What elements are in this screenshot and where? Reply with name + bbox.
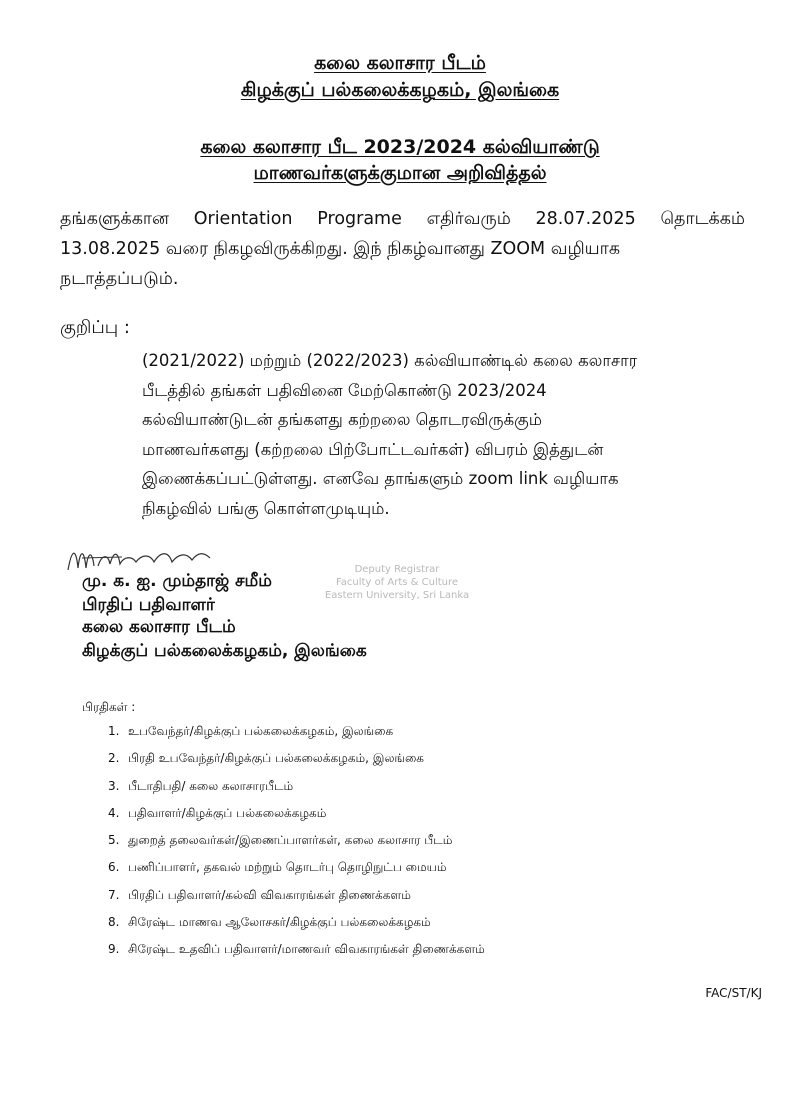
intro-line: தங்களுக்கான Orientation Programe எதிர்வரும் 28.07.2025 தொடக்கம்	[60, 209, 745, 229]
copies-list	[108, 724, 485, 970]
signatory-university: கிழக்குப் பல்கலைக்கழகம், இலங்கை	[82, 641, 367, 661]
list-item: 7. பிரதிப் பதிவாளர்/கல்வி விவகாரங்கள் திணைக்களம்	[108, 887, 411, 902]
note-line: இணைக்கப்பட்டுள்ளது. எனவே தாங்களும் zoom link வழியாக	[142, 469, 619, 488]
list-item: 3. பீடாதிபதி/ கலை கலாசாரபீடம்	[108, 778, 294, 793]
stamp-line: Deputy Registrar	[354, 564, 440, 575]
list-item: 6. பணிப்பாளர், தகவல் மற்றும் தொடர்பு தொழிநுட்ப மையம்	[108, 860, 447, 875]
notice-title-line1: கலை கலாசார பீட 2023/2024 கல்வியாண்டு	[200, 136, 600, 158]
university-heading: கிழக்குப் பல்கலைக்கழகம், இலங்கை	[240, 79, 560, 101]
list-item: 8. சிரேஷ்ட மாணவ ஆலோசகர்/கிழக்குப் பல்கலைக்கழகம்	[108, 915, 431, 930]
list-item: 5. துறைத் தலைவர்கள்/இணைப்பாளர்கள், கலை கலாசார பீடம்	[108, 833, 453, 848]
list-item: 4. பதிவாளர்/கிழக்குப் பல்கலைக்கழகம்	[108, 805, 327, 820]
list-item: 9. சிரேஷ்ட உதவிப் பதிவாளர்/மாணவர் விவகாரங்கள் திணைக்களம்	[108, 942, 485, 957]
note-line: கல்வியாண்டுடன் தங்களது கற்றலை தொடரவிருக்கும்	[142, 410, 542, 429]
stamp-line: Eastern University, Sri Lanka	[324, 590, 470, 601]
faculty-heading: கலை கலாசார பீடம்	[314, 52, 486, 74]
note-line: (2021/2022) மற்றும் (2022/2023) கல்வியாண்டில் கலை கலாசார	[142, 351, 638, 370]
reference-code: FAC/ST/KJ	[705, 986, 762, 1000]
note-line: மாணவர்களது (கற்றலை பிற்போட்டவர்கள்) விபரம் இத்துடன்	[142, 439, 604, 459]
note-line: நிகழ்வில் பங்கு கொள்ளமுடியும்.	[142, 498, 390, 518]
note-label: குறிப்பு :	[60, 317, 130, 338]
stamp-line: Faculty of Arts & Culture	[335, 577, 459, 588]
intro-line: 13.08.2025 வரை நிகழவிருக்கிறது. இந் நிகழ்வானது ZOOM வழியாக	[60, 239, 621, 259]
list-item: 1. உபவேந்தர்/கிழக்குப் பல்கலைக்கழகம், இலங்கை	[108, 724, 394, 738]
note-line: பீடத்தில் தங்கள் பதிவினை மேற்கொண்டு 2023/2024	[142, 380, 547, 400]
notice-title-line2: மாணவர்களுக்குமான அறிவித்தல்	[253, 162, 547, 184]
intro-line: நடாத்தப்படும்.	[60, 269, 179, 289]
intro-paragraph	[60, 204, 745, 294]
note-paragraph	[142, 346, 747, 523]
signatory-name: மு. க. ஐ. மும்தாஜ் சமீம்	[82, 571, 272, 591]
official-stamp	[322, 563, 472, 602]
copies-label: பிரதிகள் :	[82, 700, 136, 714]
signatory-faculty: கலை கலாசார பீடம்	[82, 617, 236, 637]
signatory-title: பிரதிப் பதிவாளர்	[82, 595, 215, 615]
list-item: 2. பிரதி உபவேந்தர்/கிழக்குப் பல்கலைக்கழகம், இலங்கை	[108, 751, 424, 766]
